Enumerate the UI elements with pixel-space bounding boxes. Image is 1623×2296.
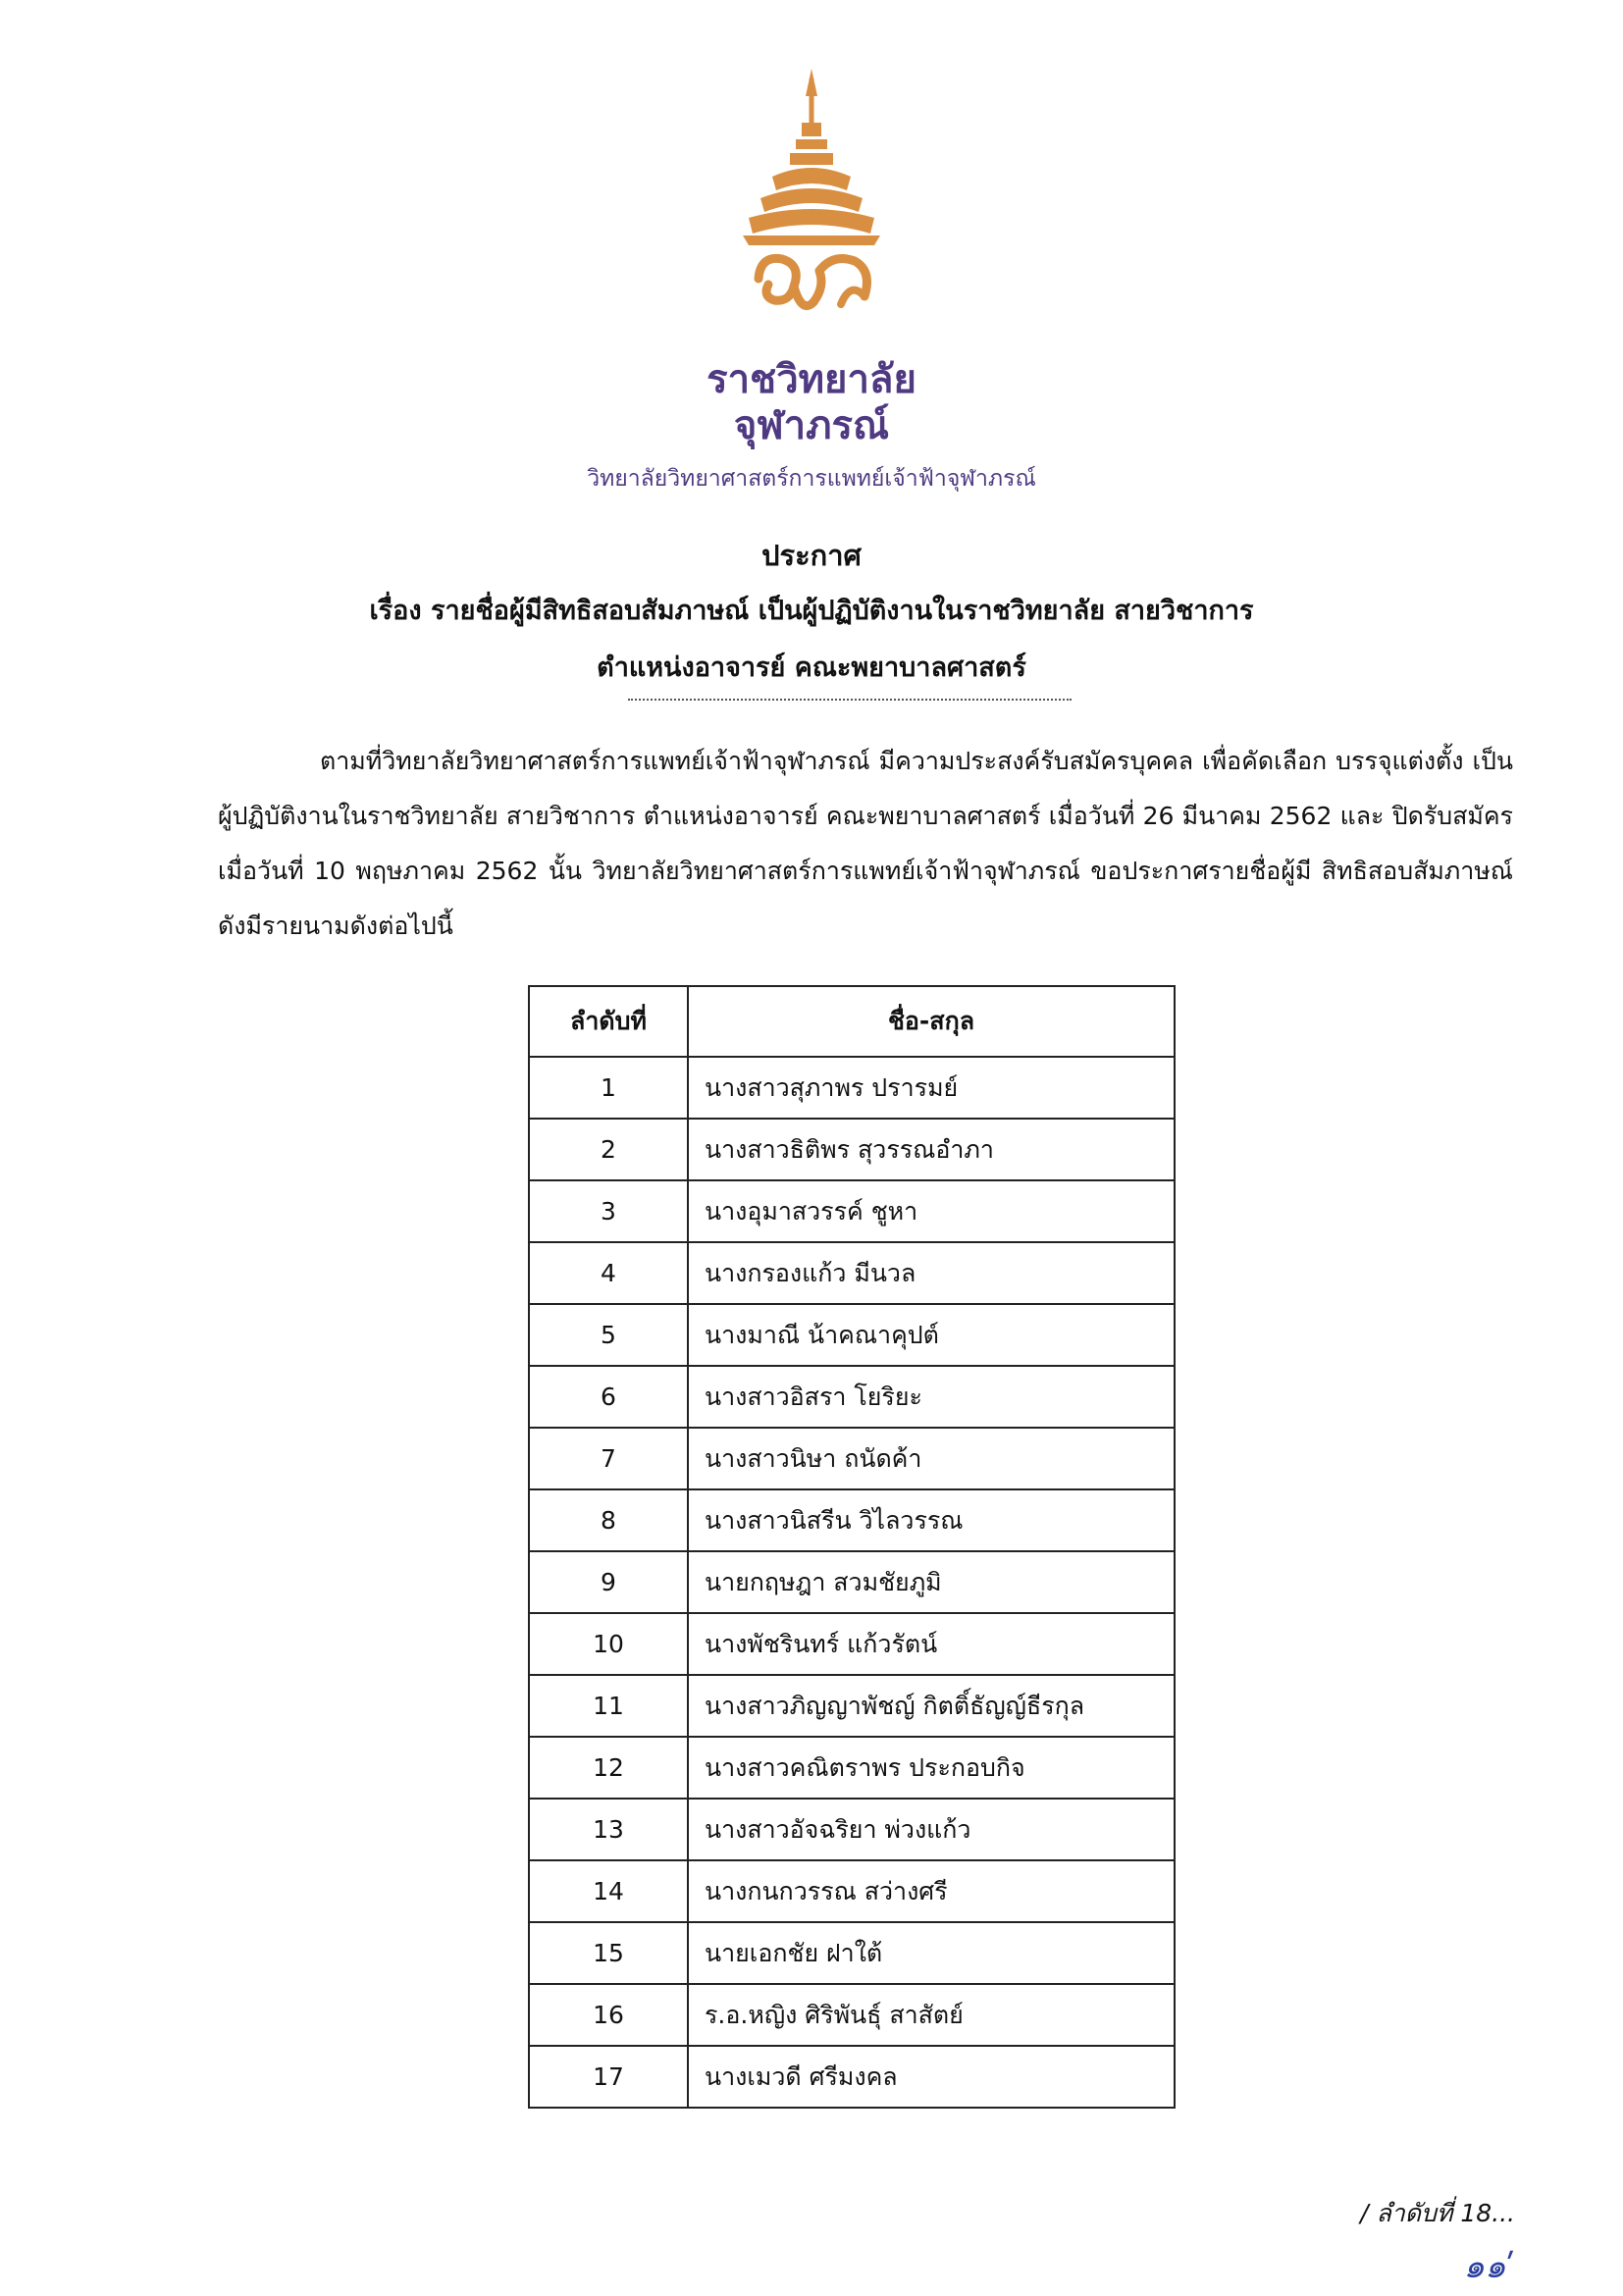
row-number: 2 (529, 1119, 688, 1180)
row-name: นางสาวอิสรา โยริยะ (688, 1366, 1175, 1428)
row-name: นางกนกวรรณ สว่างศรี (688, 1860, 1175, 1922)
subject-line-1: เรื่อง รายชื่อผู้มีสิทธิสอบสัมภาษณ์ เป็นผู้ปฏิบัติงานในราชวิทยาลัย สายวิชาการ (369, 596, 1254, 626)
institution-name-line2: จุฬาภรณ์ (733, 403, 890, 448)
table-header-row (529, 986, 1175, 1057)
table-row (529, 1675, 1175, 1737)
row-number: 17 (529, 2046, 688, 2108)
row-number: 4 (529, 1242, 688, 1304)
row-name: นางมาณี น้าคณาคุปต์ (688, 1304, 1175, 1366)
announcement-body: ตามที่วิทยาลัยวิทยาศาสตร์การแพทย์เจ้าฟ้าจุฬาภรณ์ มีความประสงค์รับสมัครบุคคล เพื่อคัดเลือก บรรจุแต่งตั้ง เป็นผู้ปฏิบัติงานในราชวิทยาลัย สายวิชาการ ตำแหน่งอาจารย์ คณะพยาบาลศาสตร์ เมื่อวันที่ 26 มีนาคม 2562 และ ปิดรับสมัครเมื่อวันที่ 10 พฤษภาคม 2562 นั้น วิทยาลัยวิทยาศาสตร์การแพทย์เจ้าฟ้าจุฬาภรณ์ ขอประกาศรายชื่อผู้มี สิทธิสอบสัมภาษณ์ ดังมีรายนามดังต่อไปนี้ (218, 747, 1513, 940)
institution-name-line1: ราชวิทยาลัย (707, 357, 916, 402)
table-row (529, 1057, 1175, 1119)
table-row (529, 1737, 1175, 1799)
table-row (529, 2046, 1175, 2108)
row-name: นางเมวดี ศรีมงคล (688, 2046, 1175, 2108)
table-row (529, 1489, 1175, 1551)
row-number: 8 (529, 1489, 688, 1551)
row-name: นางกรองแก้ว มีนวล (688, 1242, 1175, 1304)
row-name: นางสาวภิญญาพัชญ์ กิตติ์ธัญญ์ธีรกุล (688, 1675, 1175, 1737)
table-row (529, 1860, 1175, 1922)
table-row (529, 1799, 1175, 1860)
row-number: 7 (529, 1428, 688, 1489)
row-number: 11 (529, 1675, 688, 1737)
row-name: นางพัชรินทร์ แก้วรัตน์ (688, 1613, 1175, 1675)
row-number: 10 (529, 1613, 688, 1675)
header-no: ลำดับที่ (529, 986, 688, 1057)
institution-logo (0, 69, 1623, 334)
table-row (529, 1180, 1175, 1242)
row-name: นายกฤษฎา สวมชัยภูมิ (688, 1551, 1175, 1613)
table-row (529, 1428, 1175, 1489)
row-name: นางสาวนิสรีน วิไลวรรณ (688, 1489, 1175, 1551)
row-number: 3 (529, 1180, 688, 1242)
row-name: นางสาวนิษา ถนัดค้า (688, 1428, 1175, 1489)
dotted-divider (628, 699, 1072, 701)
row-number: 14 (529, 1860, 688, 1922)
row-number: 13 (529, 1799, 688, 1860)
row-number: 1 (529, 1057, 688, 1119)
row-number: 9 (529, 1551, 688, 1613)
table-row (529, 1551, 1175, 1613)
row-number: 5 (529, 1304, 688, 1366)
header-name: ชื่อ-สกุล (688, 986, 1175, 1057)
row-number: 16 (529, 1984, 688, 2046)
continuation-note: / ลำดับที่ 18... (1360, 2199, 1515, 2227)
row-name: นายเอกชัย ฝาใต้ (688, 1922, 1175, 1984)
table-row (529, 1119, 1175, 1180)
row-name: ร.อ.หญิง ศิริพันธุ์ สาสัตย์ (688, 1984, 1175, 2046)
row-name: นางสาวธิติพร สุวรรณอำภา (688, 1119, 1175, 1180)
candidate-table (528, 985, 1176, 2109)
table-row (529, 1922, 1175, 1984)
table-row (529, 1366, 1175, 1428)
table-row (529, 1242, 1175, 1304)
institution-subtitle: วิทยาลัยวิทยาศาสตร์การแพทย์เจ้าฟ้าจุฬาภรณ์ (587, 466, 1036, 492)
row-name: นางสาวคณิตราพร ประกอบกิจ (688, 1737, 1175, 1799)
table-row (529, 1984, 1175, 2046)
document-type: ประกาศ (761, 539, 862, 572)
subject-line-2: ตำแหน่งอาจารย์ คณะพยาบาลศาสตร์ (597, 652, 1026, 683)
table-row (529, 1613, 1175, 1675)
handwritten-page-mark: ๑๑ʹ (1463, 2247, 1515, 2286)
row-name: นางสาวอัจฉริยา พ่วงแก้ว (688, 1799, 1175, 1860)
row-name: นางอุมาสวรรค์ ชูหา (688, 1180, 1175, 1242)
row-name: นางสาวสุภาพร ปรารมย์ (688, 1057, 1175, 1119)
row-number: 6 (529, 1366, 688, 1428)
table-row (529, 1304, 1175, 1366)
row-number: 15 (529, 1922, 688, 1984)
crown-monogram-icon (704, 69, 919, 334)
row-number: 12 (529, 1737, 688, 1799)
